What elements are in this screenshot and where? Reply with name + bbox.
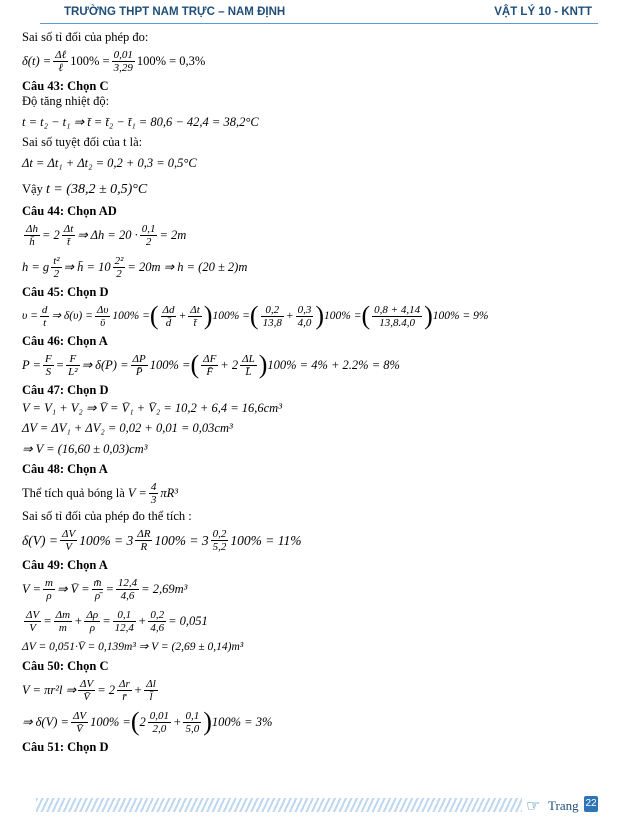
q43-result: Vậy t = (38,2 ± 0,5)°C	[22, 181, 148, 197]
q50-eq2: ⇒ δ(V) = $\frac{\Delta V}{V̄}$ 100% = ( 2 0,01 2,0 + $\frac{0,1}{5,0}$ ) 100% = 3%	[22, 707, 273, 736]
fraction: $\frac{12,4}{4,6}$	[117, 576, 138, 602]
page-header	[40, 4, 598, 22]
fraction: $\frac{F}{S}$	[44, 352, 52, 378]
fraction: $\frac{F}{\text{L²}}$	[68, 352, 78, 378]
fraction: $\frac{4}{3}$	[150, 480, 157, 506]
q45-title: Câu 45: Chọn D	[22, 285, 109, 299]
fraction: $\frac{m̄}{\rhō}$	[93, 576, 102, 602]
q43-text2: Sai số tuyệt đối của t là:	[22, 135, 143, 149]
subject-name: VẬT LÝ 10 - KNTT	[494, 6, 592, 18]
fraction: 0,2 13,8	[262, 303, 282, 329]
fraction: Δt t̄	[63, 222, 74, 248]
q48-title: Câu 48: Chọn A	[22, 462, 108, 476]
q50-eq1: V = πr²l ⇒ $\frac{\Delta V}{V̄}$ = 2 Δr r̄ + $\frac{\Delta l}{l̄}$	[22, 677, 156, 703]
q50-title: Câu 50: Chọn C	[22, 659, 109, 673]
fraction: 0,8 + 4,14 13,8.4,0	[374, 303, 421, 329]
pointing-hand-icon: ☞	[526, 796, 541, 815]
school-name: TRƯỜNG THPT NAM TRỰC – NAM ĐỊNH	[64, 6, 286, 18]
q44-title: Câu 44: Chọn AD	[22, 204, 117, 218]
fraction: $\frac{0,01}{3,29}$	[113, 48, 133, 74]
fraction: 0,01 2,0	[149, 709, 170, 735]
q43-title: Câu 43: Chọn C	[22, 79, 109, 93]
page-number: 22	[584, 796, 598, 812]
q49-eq3: ΔV = 0,051·V̄ = 0,139m³ ⇒ V = (2,69 ± 0,14)m³	[22, 640, 244, 653]
q48-eq: δ(V) = $\frac{\Delta V}{V}$ 100% = 3 ΔR R 100% = 3 0,2 5,2 100% = 11%	[22, 527, 302, 553]
fraction: Δℓ ℓ	[55, 48, 67, 74]
fraction: $\frac{\Delta l}{l̄}$	[146, 677, 156, 703]
fraction: $\frac{\Delta m}{m}$	[55, 608, 71, 634]
fraction: 0,2 5,2	[212, 527, 227, 553]
fraction: ΔL L̄	[242, 352, 255, 378]
fraction: $\frac{0,1}{12,4}$	[114, 608, 134, 634]
q49-title: Câu 49: Chọn A	[22, 558, 108, 572]
q46-title: Câu 46: Chọn A	[22, 334, 108, 348]
solutions-body	[22, 30, 622, 755]
page-label: Trang	[548, 798, 579, 813]
fraction: 0,3 4,0	[297, 303, 312, 329]
fraction: $\frac{\Delta V}{V}$	[62, 527, 76, 553]
q49-eq2: $\frac{\Delta V}{V}$ = $\frac{\Delta m}{m}$ + $\frac{\Delta\rho}{\rho}$ = $\frac{0,1}{12,4}$ + $\frac{0,2}{4,6}$ = 0,051	[26, 608, 208, 634]
intro-equation: δ(t) = Δℓ ℓ 100% = $\frac{0,01}{3,29}$ 100% = 0,3%	[22, 48, 206, 74]
fraction: $\frac{0,1}{2}$	[141, 222, 156, 248]
fraction: Δr r̄	[119, 677, 130, 703]
fraction: $\frac{\Delta h}{h̄}$	[26, 222, 38, 248]
header-rule	[40, 23, 598, 24]
fraction: $\frac{\Delta\rho}{\rho}$	[86, 608, 99, 634]
q47-eq3: ⇒ V = (16,60 ± 0,03)cm³	[22, 441, 148, 456]
fraction: $\frac{\Delta\upsilon}{\text{ῡ}}$	[96, 303, 109, 329]
q43-text: Độ tăng nhiệt độ:	[22, 94, 110, 108]
fraction: t² 2	[53, 254, 60, 280]
fraction: $\frac{\Delta t}{t̄}$	[190, 303, 200, 329]
q45-eq: υ = $\frac{d}{t}$ ⇒ δ(υ) = $\frac{\Delta\upsilon}{\text{ῡ}}$ 100% = ( Δd d̄ + $\frac{\Delta t}{t̄}$ ) 100% = ( 0,2 13,8 + 0,3 4,0 ) 100% = ( 0,8 + 4,14 13,8.4,0 ) 100% = 9%	[22, 301, 489, 330]
fraction: $\frac{0,1}{5,0}$	[185, 709, 200, 735]
q46-eq: P = $\frac{F}{S}$ = $\frac{F}{\text{L²}}$ ⇒ δ(P) = $\frac{\Delta P}{P̄}$ 100% = ( ΔF F̄ + 2 ΔL L̄ ) 100% = 4% + 2.2% = 8%	[22, 350, 400, 379]
fraction: ΔF F̄	[203, 352, 217, 378]
q48-text2: Sai số tỉ đối của phép đo thể tích :	[22, 509, 192, 523]
page-footer	[0, 790, 638, 826]
q44-eq1: $\frac{\Delta h}{h̄}$ = 2 Δt t̄ ⇒ Δh = 20 · $\frac{0,1}{2}$ = 2m	[26, 222, 187, 248]
fraction: $\frac{\text{2²}}{2}$	[114, 254, 124, 280]
q47-title: Câu 47: Chọn D	[22, 383, 109, 397]
fraction: ΔR R	[137, 527, 151, 553]
q47-eq2: ΔV = ΔV₁ + ΔV₂ = 0,02 + 0,01 = 0,03cm³	[22, 420, 233, 435]
fraction: $\frac{0,2}{4,6}$	[150, 608, 165, 634]
fraction: Δd d̄	[162, 303, 175, 329]
fraction: $\frac{d}{t}$	[41, 303, 48, 329]
intro-text: Sai số tỉ đối của phép đo:	[22, 30, 149, 44]
footer-stripe	[36, 798, 522, 812]
fraction: $\frac{m}{\rho}$	[44, 576, 53, 602]
q51-title: Câu 51: Chọn D	[22, 740, 109, 754]
fraction: $\frac{\Delta V}{V̄}$	[80, 677, 94, 703]
fraction: $\frac{\Delta V}{V̄}$	[72, 709, 87, 735]
q47-eq1: V = V₁ + V₂ ⇒ V̄ = V̄₁ + V̄₂ = 10,2 + 6,4 = 16,6cm³	[22, 400, 282, 415]
q49-eq1: V = $\frac{m}{\rho}$ ⇒ V̄ = $\frac{m̄}{\rhō}$ = $\frac{12,4}{4,6}$ = 2,69m³	[22, 576, 188, 602]
fraction: $\frac{\Delta P}{P̄}$	[132, 352, 146, 378]
q44-eq2: h = g t² 2 ⇒ h̄ = 10 $\frac{\text{2²}}{2}$ = 20m ⇒ h = (20 ± 2)m	[22, 254, 248, 280]
q43-eq2: Δt = Δt₁ + Δt₂ = 0,2 + 0,3 = 0,5°C	[22, 155, 197, 170]
fraction: $\frac{\Delta V}{V}$	[26, 608, 40, 634]
q48-volume: Thể tích quả bóng là V = $\frac{4}{3}$ πR³	[22, 480, 179, 506]
q43-eq1: t = t₂ − t₁ ⇒ t̄ = t̄₂ − t̄₁ = 80,6 − 42,4 = 38,2°C	[22, 114, 259, 129]
